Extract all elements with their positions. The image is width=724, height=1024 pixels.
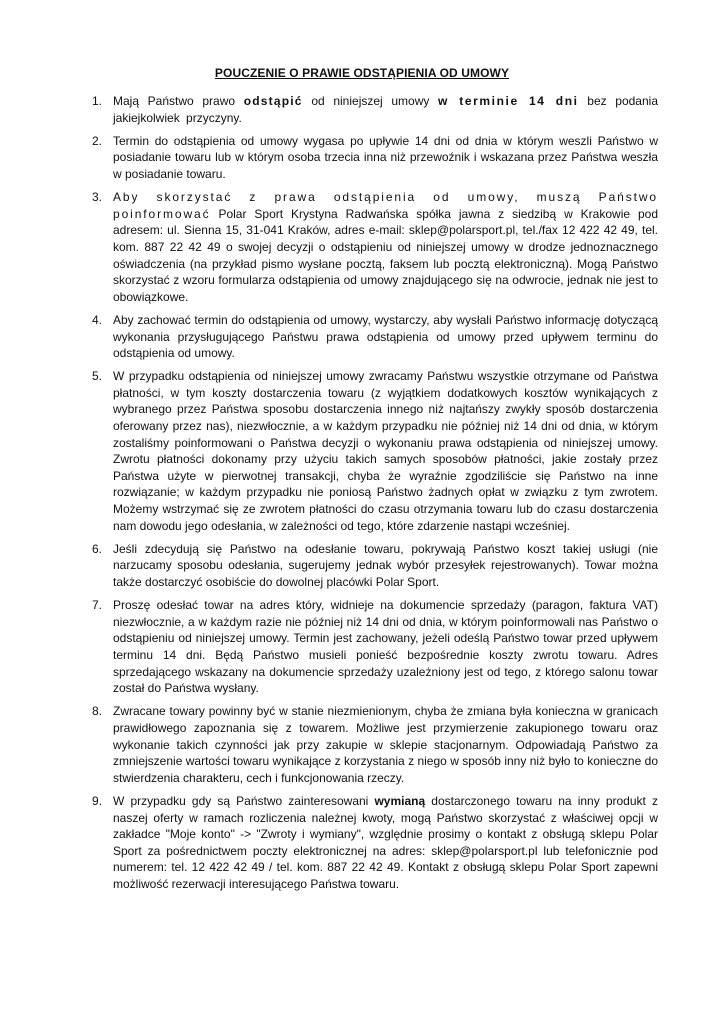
item-text: Mają Państwo prawo odstąpić od niniejszej umowy w terminie 14 dni bez podania jakiejkolwiek przyczyny. <box>113 94 658 125</box>
bold-deadline: w terminie 14 dni <box>438 94 579 108</box>
list-item-6 <box>92 541 658 591</box>
item-text: Aby zachować termin do odstąpienia od umowy, wystarczy, aby wysłali Państwo informację dotyczącą wykonania przysługującego Państwu prawa odstąpienia od umowy przed upływem terminu do odstąpienia od umowy. <box>113 312 658 361</box>
list-item-5 <box>92 368 658 534</box>
list-item-3 <box>92 189 658 305</box>
list-item-4 <box>92 312 658 362</box>
list-item-1 <box>92 93 658 126</box>
item-text: Zwracane towary powinny być w stanie niezmienionym, chyba że zmiana była konieczna w granicach prawidłowego zapoznania się z towarem. Możliwe jest przymierzenie zakupionego towaru oraz wykonanie takich czynności jak przy zakupie w sklepie stacjonarnym. Odpowiadają Państwo za zmniejszenie wartości towaru wynikające z korzystania z niego w sposób inny niż było to konieczne do stwierdzenia charakteru, cech i funkcjonowania rzeczy. <box>113 704 658 785</box>
item-text: Proszę odesłać towar na adres który, widnieje na dokumencie sprzedaży (paragon, faktura VAT) niezwłocznie, a w każdym razie nie później niż 14 dni od dnia, w którym poinformowali nas Państwo o odstąpieniu od niniejszej umowy. Termin jest zachowany, jeżeli odeślą Państwo towar przed upływem terminu 14 dni. Będą Państwo musieli ponieść bezpośrednie koszty zwrotu towaru. Adres sprzedającego wskazany na dokumencie sprzedaży uzależniony jest od tego, z którego salonu towar został do Państwa wysłany. <box>113 598 658 696</box>
list-item-9 <box>92 793 658 893</box>
item-text: W przypadku odstąpienia od niniejszej umowy zwracamy Państwu wszystkie otrzymane od Państwa płatności, w tym koszty dostarczenia towaru (z wyjątkiem dodatkowych kosztów wynikających z wybranego przez Państwa sposobu dostarczenia innego niż najtańszy zwykły sposób dostarczenia oferowany przez nas), niezwłocznie, a w każdym przypadku nie później niż 14 dni od dnia, w którym zostaliśmy poinformowani o Państwa decyzji o wykonaniu prawa odstąpienia od niniejszej umowy. Zwrotu płatności dokonamy przy użyciu takich samych sposobów płatności, jakie zostały przez Państwa użyte w pierwotnej transakcji, chyba że wyraźnie zgodziliście się Państwo na inne rozwiązanie; w każdym przypadku nie poniosą Państwo żadnych opłat w związku z tym zwrotem. Możemy wstrzymać się ze zwrotem płatności do czasu otrzymania towaru lub do czasu dostarczenia nam dowodu jego odesłania, w zależności od tego, które zdarzenie nastąpi wcześniej. <box>113 369 658 533</box>
withdrawal-terms-list <box>92 93 658 899</box>
item-number: 7. <box>92 598 103 613</box>
list-item-7 <box>92 597 658 697</box>
document-title: POUCZENIE O PRAWIE ODSTĄPIENIA OD UMOWY <box>214 66 510 80</box>
item-number: 3. <box>92 190 103 205</box>
item-lead: Aby skorzystać z prawa odstąpienia od umowy, muszą Państwo poinformować <box>113 190 658 221</box>
bold-withdraw: odstąpić <box>243 94 303 108</box>
item-text: Jeśli zdecydują się Państwo na odesłanie towaru, pokrywają Państwo koszt takiej usługi (nie narzucamy sposobu odesłania, sugerujemy jednak wybór przesyłek rejestrowanych). Towar można także dostarczyć osobiście do dowolnej placówki Polar Sport. <box>113 541 658 589</box>
bold-exchange: wymianą <box>374 793 426 808</box>
list-item-8 <box>92 703 658 786</box>
item-text: W przypadku gdy są Państwo zainteresowani wymianą dostarczonego towaru na inny produkt z naszej oferty w ramach rozliczenia należnej kwoty, mogą Państwo skorzystać z właściwej opcji w zakładce "Moje konto" -> "Zwroty i wymiany", względnie prosimy o kontakt z obsługą sklepu Polar Sport za pośrednictwem poczty elektronicznej na adres: sklep@polarsport.pl lub telefonicznie pod numerem: tel. 12 422 42 49 / tel. kom. 887 22 42 49. Kontakt z obsługą sklepu Polar Sport zapewni możliwość rezerwacji interesującego Państwa towaru. <box>113 793 658 891</box>
item-number: 6. <box>92 541 103 556</box>
item-text: Termin do odstąpienia od umowy wygasa po upływie 14 dni od dnia w którym weszli Państwo w posiadanie towaru lub w którym osoba trzecia inna niż przewoźnik i wskazana przez Państwa weszła w posiadanie towaru. <box>113 133 658 181</box>
item-number: 9. <box>92 793 103 808</box>
item-number: 4. <box>92 312 103 327</box>
list-item-2 <box>92 133 658 183</box>
item-text: Aby skorzystać z prawa odstąpienia od umowy, muszą Państwo poinformować Polar Sport Krystyna Radwańska spółka jawna z siedzibą w Krakowie pod adresem: ul. Sienna 15, 31-041 Kraków, adres e-mail: sklep@polarsport.pl, tel./fax 12 422 42 49, tel. kom. 887 22 42 49 o swojej decyzji o odstąpieniu od niniejszej umowy w drodze jednoznacznego oświadczenia (na przykład pismo wysłane pocztą, faksem lub pocztą elektroniczną). Mogą Państwo skorzystać z wzoru formularza odstąpienia od umowy znajdującego się na odwrocie, jednak nie jest to obowiązkowe. <box>113 190 658 304</box>
item-number: 5. <box>92 369 103 384</box>
item-number: 8. <box>92 704 103 719</box>
item-number: 1. <box>92 94 103 108</box>
item-number: 2. <box>92 133 103 148</box>
